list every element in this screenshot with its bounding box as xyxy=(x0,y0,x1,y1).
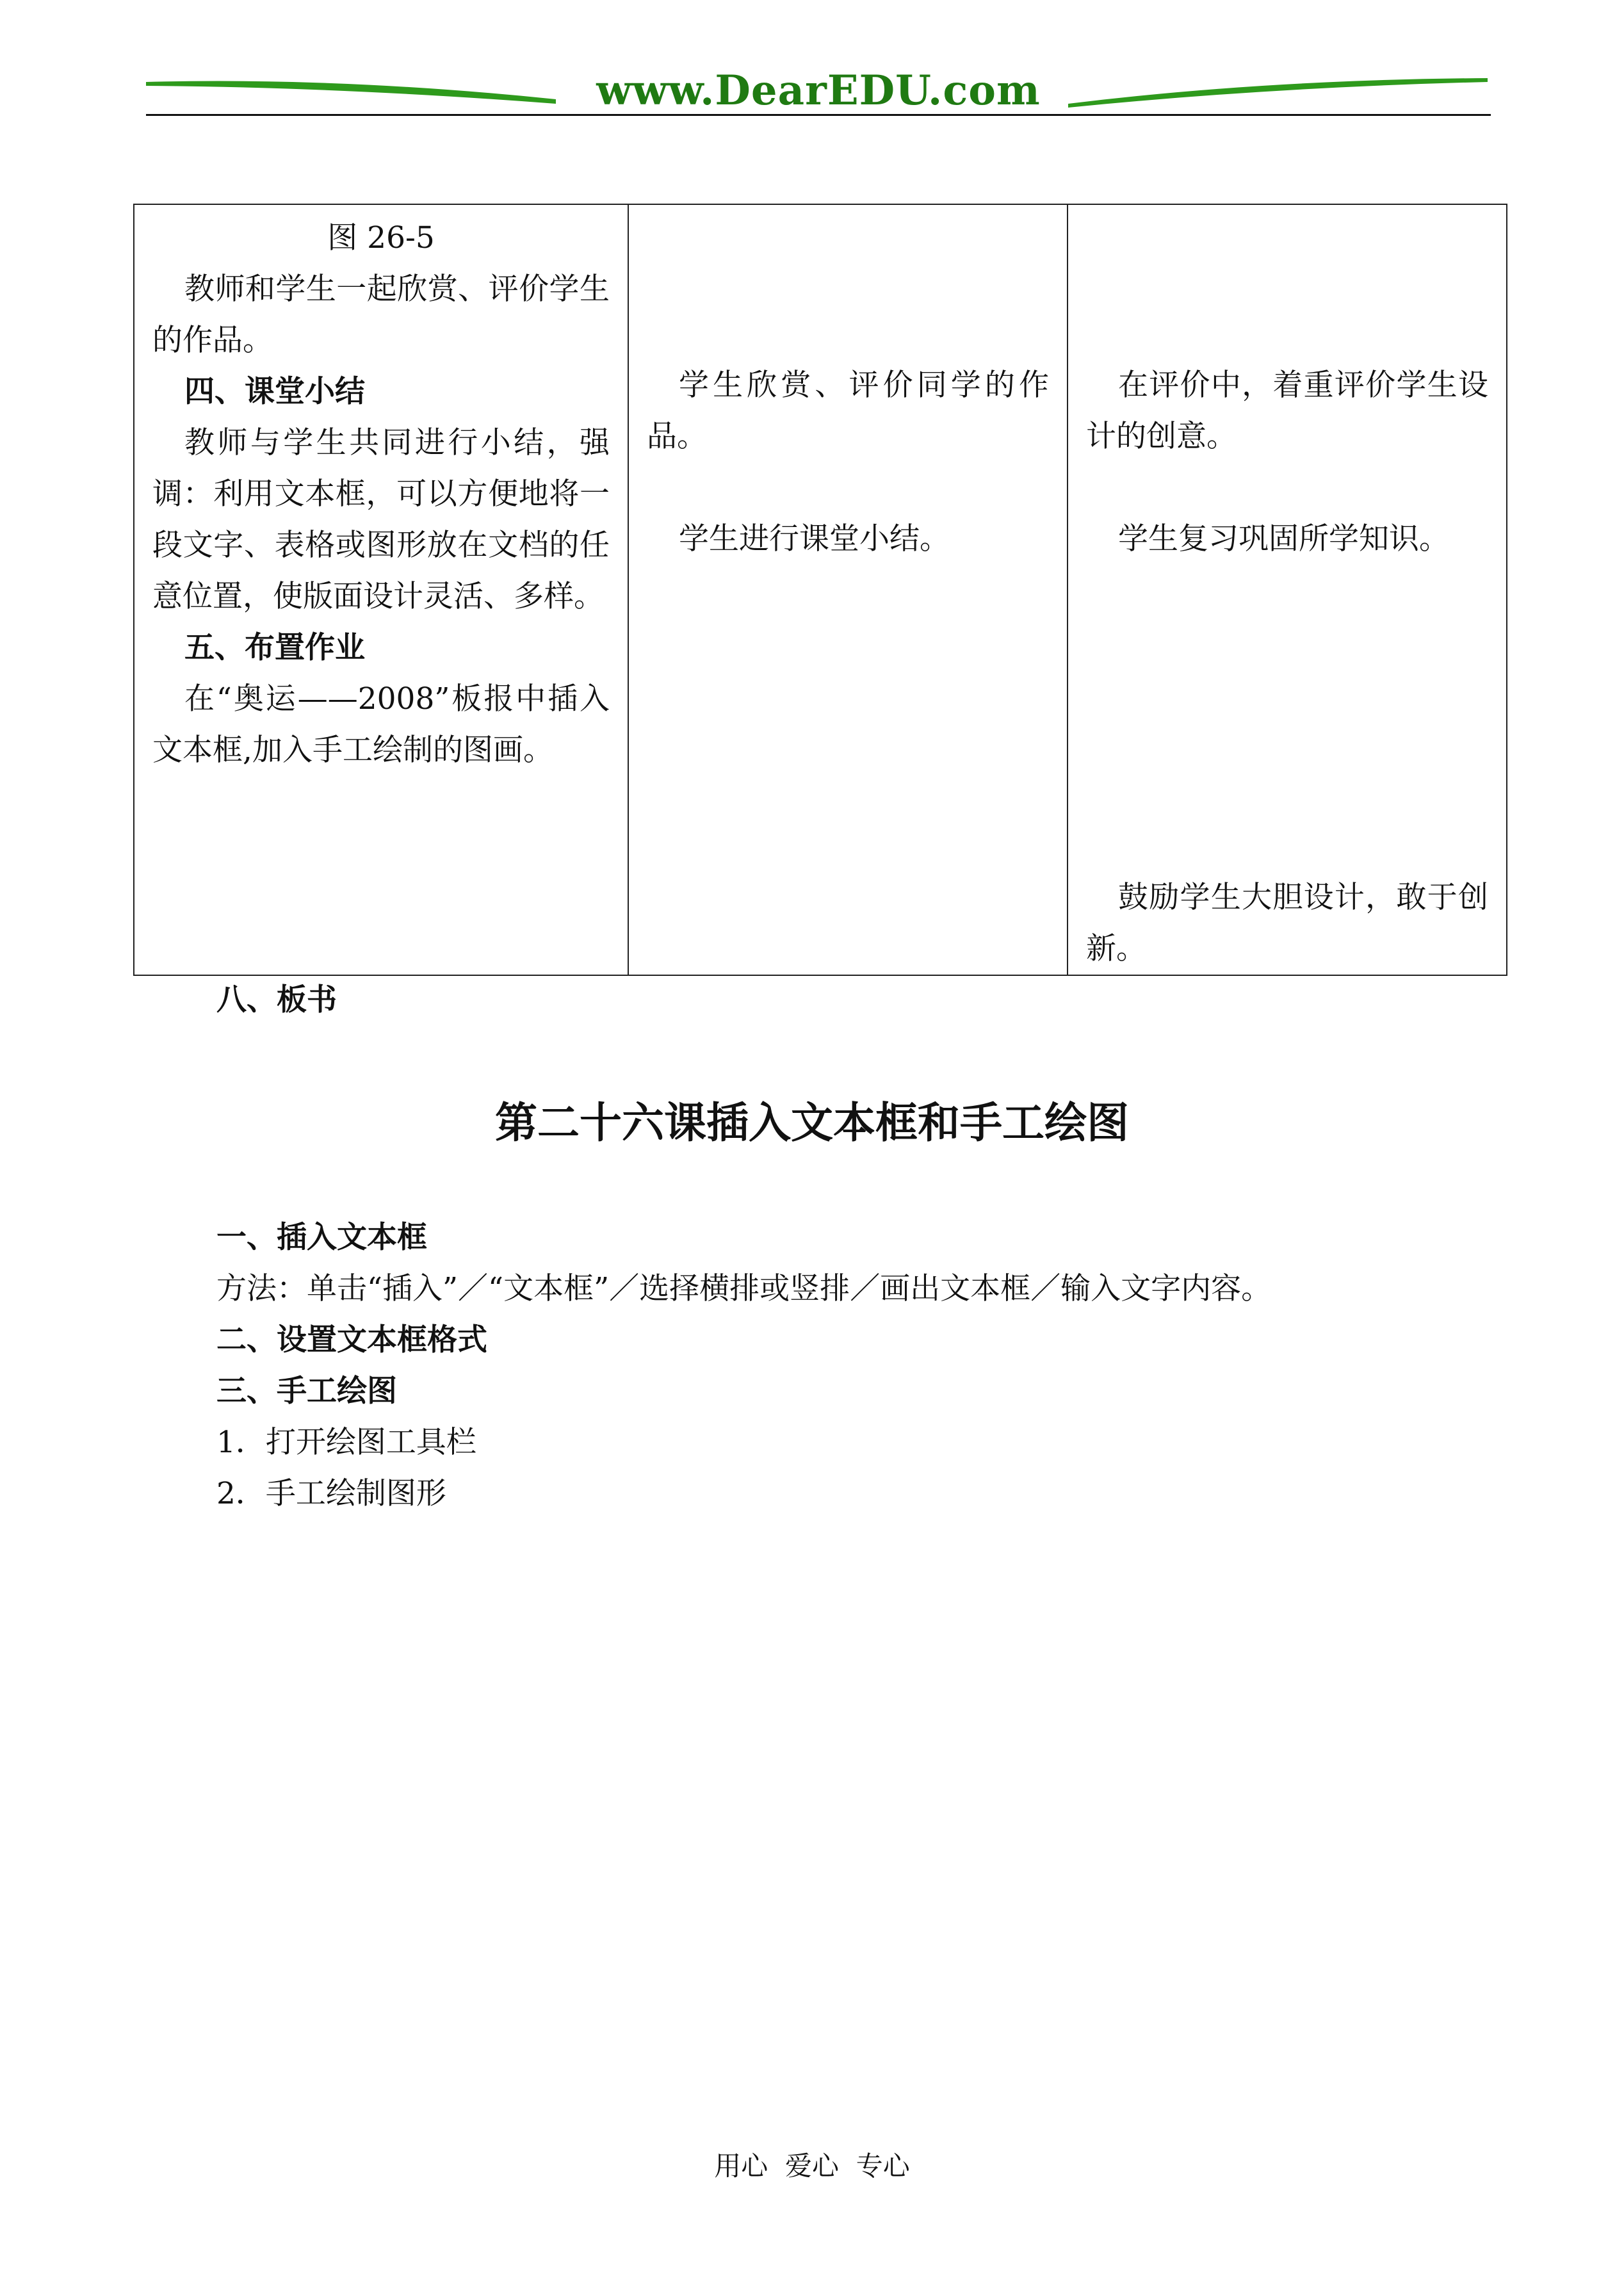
student-summary-text: 学生进行课堂小结。 xyxy=(679,521,950,556)
page-footer: 用心 爱心 专心 xyxy=(714,2150,910,2182)
board-title: 第二十六课插入文本框和手工绘图 xyxy=(495,1098,1129,1148)
encourage-intent-text: 鼓励学生大胆设计，敢于创新。 xyxy=(1086,880,1488,966)
board-item1-heading: 一、插入文本框 xyxy=(216,1220,427,1255)
evaluation-intent-text: 在评价中，着重评价学生设计的创意。 xyxy=(1086,368,1488,454)
board-item2-heading: 二、设置文本框格式 xyxy=(216,1322,487,1358)
board-sub-item-1: 1．打开绘图工具栏 xyxy=(216,1425,476,1460)
board-item1-method: 方法：单击“插入”／“文本框”／选择横排或竖排／画出文本框／输入文字内容。 xyxy=(216,1271,1272,1306)
review-intent-text: 学生复习巩固所学知识。 xyxy=(1118,521,1449,556)
board-section-heading: 八、板书 xyxy=(216,982,337,1018)
board-item3-heading: 三、手工绘图 xyxy=(216,1374,397,1409)
figure-caption: 图 26-5 xyxy=(327,220,435,255)
student-appreciation-text: 学生欣赏、评价同学的作品。 xyxy=(647,368,1049,454)
summary-heading: 四、课堂小结 xyxy=(184,374,365,409)
header-banner xyxy=(146,64,1491,128)
homework-paragraph: 在“奥运——2008”板报中插入文本框,加入手工绘制的图画。 xyxy=(152,681,610,768)
table-cell-teacher-activity xyxy=(134,204,628,975)
table-cell-student-activity xyxy=(628,204,1068,975)
summary-paragraph: 教师与学生共同进行小结，强调：利用文本框，可以方便地将一段文字、表格或图形放在文档的任意位置，使版面设计灵活、多样。 xyxy=(152,425,610,614)
site-logo: www.DearEDU.com xyxy=(596,67,1041,115)
lesson-table xyxy=(133,204,1507,976)
board-sub-item-2: 2．手工绘制图形 xyxy=(216,1476,446,1511)
appreciation-paragraph: 教师和学生一起欣赏、评价学生的作品。 xyxy=(152,272,610,358)
table-cell-design-intent xyxy=(1068,204,1507,975)
homework-heading: 五、布置作业 xyxy=(184,630,365,665)
